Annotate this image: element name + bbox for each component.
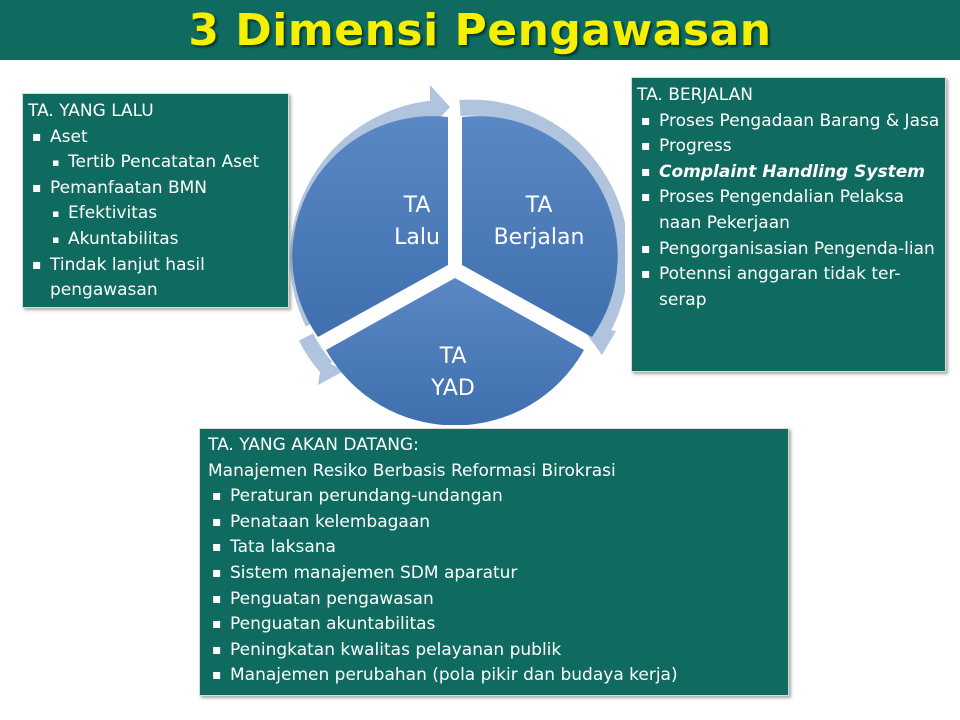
list-item: ▪ Efektivitas [28,201,284,227]
cycle-diagram [280,75,625,425]
list-item: ▪ Tertib Pencatatan Aset [28,150,284,176]
box-right-list [637,109,941,314]
list-item: ▪ Peningkatan kwalitas pelayanan publik [208,638,784,664]
list-item: ▪ Penguatan pengawasan [208,587,784,613]
list-item: ▪ Tindak lanjut hasil pengawasan [28,253,284,304]
list-item: ▪ Tata laksana [208,535,784,561]
list-item: ▪ Proses Pengadaan Barang & Jasa [637,109,941,135]
box-ta-berjalan [631,77,946,372]
title-bar [0,0,960,60]
list-item: ▪ Progress [637,134,941,160]
page-title: 3 Dimensi Pengawasan [188,4,772,56]
list-item: ▪ Complaint Handling System [637,160,941,186]
segment-label-yad [378,341,528,405]
box-ta-yang-lalu [22,93,289,308]
list-item: ▪ Penguatan akuntabilitas [208,612,784,638]
box-ta-yang-akan-datang [199,428,789,696]
segment-lalu-line2: Lalu [394,225,440,250]
segment-yad-line1: TA [439,344,467,369]
box-left-list [28,125,284,304]
box-bottom-header: TA. YANG AKAN DATANG: [208,435,419,455]
list-item: ▪ Akuntabilitas [28,227,284,253]
segment-label-berjalan [464,190,614,254]
box-bottom-list [208,484,784,689]
list-item: ▪ Manajemen perubahan (pola pikir dan budaya kerja) [208,663,784,689]
list-item: ▪ Proses Pengendalian Pelaksa naan Pekerjaan [637,185,941,236]
list-item: ▪ Pemanfaatan BMN [28,176,284,202]
list-item: ▪ Peraturan perundang-undangan [208,484,784,510]
segment-berjalan-line2: Berjalan [493,225,585,250]
list-item: ▪ Pengorganisasian Pengenda-lian [637,237,941,263]
box-bottom-subheader: Manajemen Resiko Berbasis Reformasi Birokrasi [208,460,616,481]
list-item: ▪ Aset [28,125,284,151]
segment-yad-line2: YAD [431,376,475,401]
list-item: ▪ Potennsi anggaran tidak ter-serap [637,262,941,313]
list-item: ▪ Penataan kelembagaan [208,510,784,536]
segment-lalu-line1: TA [403,193,431,218]
segment-berjalan-line1: TA [525,193,553,218]
list-item: ▪ Sistem manajemen SDM aparatur [208,561,784,587]
box-right-header: TA. BERJALAN [637,85,753,105]
box-left-header: TA. YANG LALU [28,101,154,121]
